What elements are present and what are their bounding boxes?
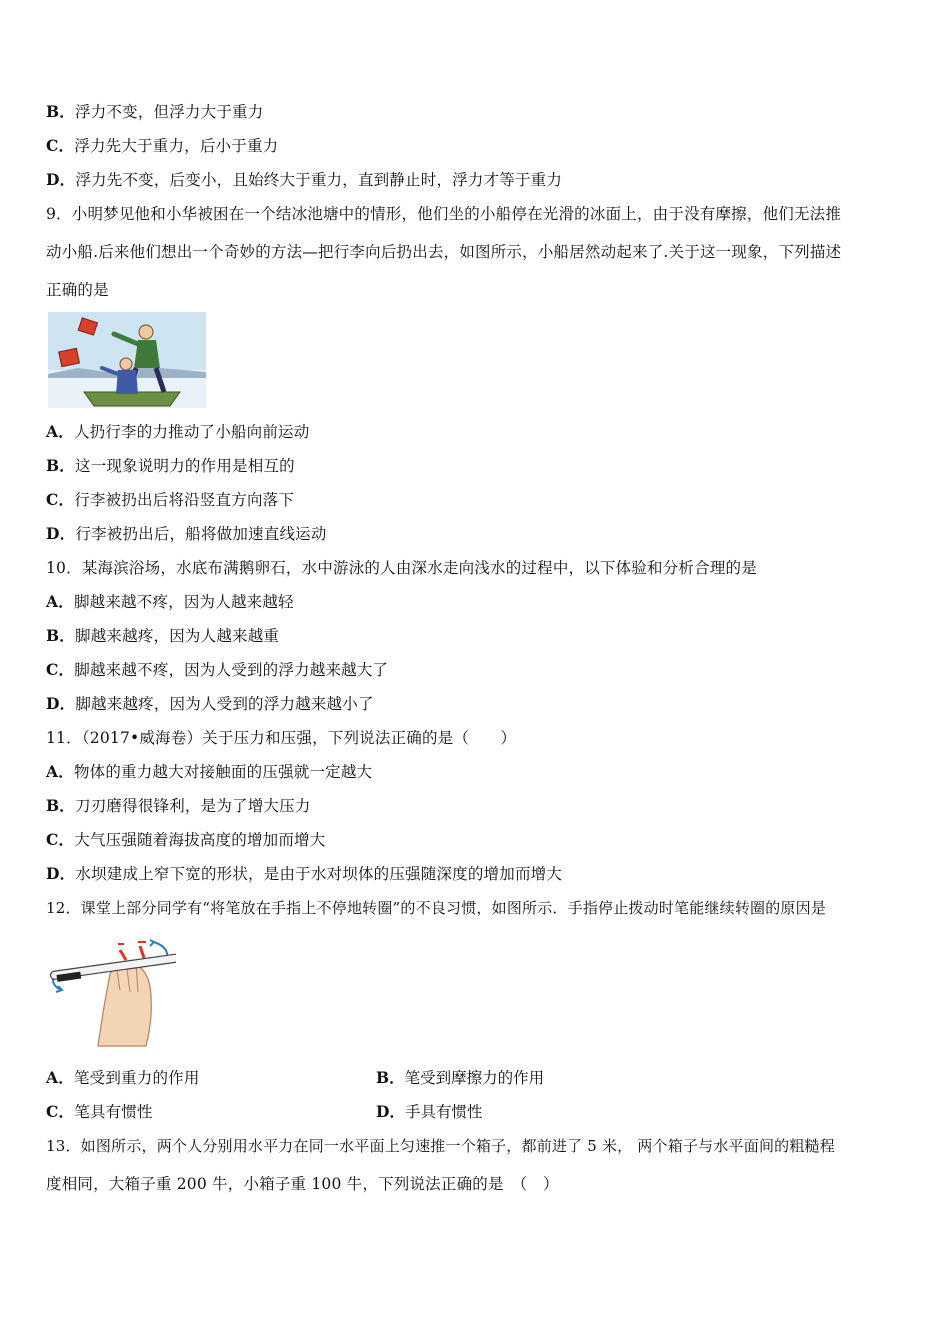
option-label: C． (46, 136, 75, 155)
option-text: 脚越来越不疼，因为人受到的浮力越来越大了 (74, 661, 389, 679)
option-label: C． (46, 830, 75, 849)
option-label: D． (46, 694, 76, 713)
q12-option-d (376, 1102, 482, 1122)
person-1-head (139, 325, 153, 339)
rotation-arrowhead-right (150, 940, 154, 946)
option-text: 笔具有惯性 (74, 1103, 153, 1121)
force-arrows (120, 946, 144, 960)
q10-option-b (46, 626, 279, 646)
hand (98, 964, 151, 1046)
boat-on-ice-illustration (48, 312, 206, 408)
option-label: D． (46, 170, 76, 189)
option-label: A． (46, 592, 74, 611)
force-arrow-tops (118, 942, 146, 944)
option-text: 笔受到摩擦力的作用 (404, 1069, 545, 1087)
q12-option-c (46, 1102, 153, 1122)
option-label: A． (46, 1068, 74, 1087)
luggage-1 (59, 348, 80, 366)
option-text: 物体的重力越大对接触面的压强就一定越大 (73, 763, 373, 781)
option-text: 脚越来越不疼，因为人越来越轻 (73, 593, 294, 611)
option-text: 浮力不变，但浮力大于重力 (75, 103, 264, 121)
option-label: A． (46, 422, 74, 441)
option-text: 水坝建成上窄下宽的形状，是由于水对坝体的压强随深度的增加而增大 (75, 865, 563, 883)
option-text: 笔受到重力的作用 (73, 1069, 200, 1087)
q9-option-c (46, 490, 294, 510)
q9-stem-line-2: 动小船.后来他们想出一个奇妙的方法—把行李向后扔出去，如图所示，小船居然动起来了.关于这一现象，下列描述 (46, 243, 842, 261)
q8-option-c (46, 136, 278, 156)
q13-stem-line-1: 13．如图所示，两个人分别用水平力在同一水平面上匀速推一个箱子，都前进了 5 米， 两个箱子与水平面间的粗糙程 (46, 1137, 835, 1155)
q10-option-a (46, 592, 294, 612)
boat (84, 392, 180, 406)
q13-stem-line-2: 度相同，大箱子重 200 牛，小箱子重 100 牛，下列说法正确的是 （ ） (46, 1175, 559, 1193)
option-label: B． (46, 456, 76, 475)
q9-option-d (46, 524, 327, 544)
q11-option-a (46, 762, 372, 782)
option-text: 脚越来越疼，因为人越来越重 (75, 627, 280, 645)
option-text: 大气压强随着海拔高度的增加而增大 (74, 831, 326, 849)
option-label: B． (46, 102, 76, 121)
option-label: D． (46, 524, 76, 543)
q9-option-b (46, 456, 295, 476)
option-text: 这一现象说明力的作用是相互的 (75, 457, 295, 475)
q10-option-c (46, 660, 388, 680)
q9-option-a (46, 422, 309, 442)
q11-option-d (46, 864, 562, 884)
q10-option-d (46, 694, 374, 714)
option-label: A． (46, 762, 74, 781)
option-label: D． (376, 1102, 405, 1121)
person-2-head (120, 358, 132, 370)
q12-option-b (376, 1068, 544, 1088)
option-text: 脚越来越疼，因为人受到的浮力越来越小了 (75, 695, 374, 713)
option-text: 手具有惯性 (404, 1103, 483, 1121)
q12-stem: 12．课堂上部分同学有“将笔放在手指上不停地转圈”的不良习惯，如图所示．手指停止拨动时笔能继续转圈的原因是 (46, 899, 827, 917)
option-label: C． (46, 660, 75, 679)
q9-stem-line-3: 正确的是 (46, 281, 109, 299)
q9-stem-line-1: 9．小明梦见他和小华被困在一个结冰池塘中的情形，他们坐的小船停在光滑的冰面上，由于没有摩擦，他们无法推 (46, 205, 842, 223)
option-label: B． (46, 626, 76, 645)
option-label: C． (46, 490, 75, 509)
q8-option-b (46, 102, 263, 122)
q10-stem: 10．某海滨浴场，水底布满鹅卵石，水中游泳的人由深水走向浅水的过程中，以下体验和分析合理的是 (46, 559, 757, 577)
option-text: 刀刃磨得很锋利，是为了增大压力 (75, 797, 311, 815)
option-text: 行李被扔出后，船将做加速直线运动 (75, 525, 327, 543)
pen-spinning-illustration (46, 934, 176, 1052)
q12-option-a (46, 1068, 200, 1088)
q11-option-c (46, 830, 325, 850)
option-text: 浮力先大于重力，后小于重力 (74, 137, 279, 155)
option-label: B． (376, 1068, 405, 1087)
option-text: 人扔行李的力推动了小船向前运动 (73, 423, 310, 441)
q8-option-d (46, 170, 562, 190)
option-label: B． (46, 796, 76, 815)
q11-stem: 11．（2017•威海卷）关于压力和压强，下列说法正确的是（ ） (46, 729, 517, 747)
option-text: 行李被扔出后将沿竖直方向落下 (74, 491, 295, 509)
q11-option-b (46, 796, 311, 816)
option-text: 浮力先不变，后变小，且始终大于重力，直到静止时，浮力才等于重力 (75, 171, 563, 189)
option-label: C． (46, 1102, 75, 1121)
option-label: D． (46, 864, 76, 883)
